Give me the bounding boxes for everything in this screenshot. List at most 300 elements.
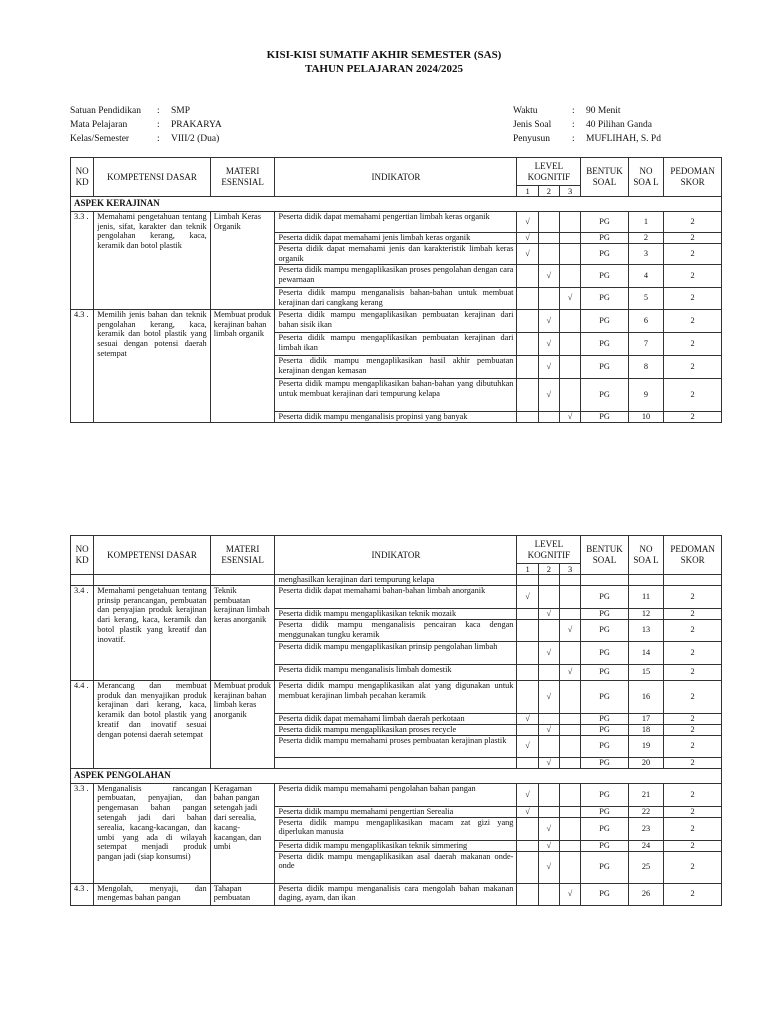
indikator-text: Peserta didik mampu mengaplikasikan proses pengolahan dengan cara pewarnaan (275, 264, 517, 287)
nomor-soal: 26 (628, 883, 663, 905)
col-header-bentuk-soal: BENTUK SOAL (581, 536, 629, 575)
level-2-cell (538, 243, 559, 264)
level-1-cell (517, 724, 538, 735)
kd-number: 4.4 . (71, 680, 94, 768)
nomor-soal: 17 (628, 713, 663, 724)
indikator-text (275, 757, 517, 768)
level-3-cell (559, 211, 580, 232)
aspect-title: ASPEK KERAJINAN (71, 197, 722, 212)
empty-cell (210, 575, 275, 586)
level-1-cell (517, 355, 538, 378)
empty-cell (538, 575, 559, 586)
nomor-soal: 25 (628, 851, 663, 883)
level-2-cell (538, 680, 559, 713)
nomor-soal: 9 (628, 378, 663, 411)
indikator-text: Peserta didik mampu mengaplikasikan prinsip pengolahan limbah (275, 641, 517, 664)
bentuk-soal: PG (581, 817, 629, 840)
check-mark: √ (525, 741, 530, 751)
pedoman-skor: 2 (664, 817, 722, 840)
col-header-level-kognitif: LEVEL KOGNITIF (517, 536, 581, 564)
level-1-cell (517, 806, 538, 817)
level-3-cell (559, 664, 580, 680)
level-2-cell (538, 211, 559, 232)
level-2-cell (538, 332, 559, 355)
level-1-cell (517, 851, 538, 883)
kompetensi-dasar-text: Merancang dan membuat produk dan menyajikan produk kerajinan dari kerang, kaca, keramik dan botol plastik yang kreatif dan inovatif sesuai dengan potensi daerah setempat (94, 680, 210, 768)
col-header-kompetensi-dasar: KOMPETENSI DASAR (94, 536, 210, 575)
pedoman-skor: 2 (664, 608, 722, 619)
indikator-text: Peserta didik mampu mengaplikasikan pembuatan kerajinan dari bahan sisik ikan (275, 309, 517, 332)
level-3-cell (559, 735, 580, 757)
check-mark: √ (546, 823, 552, 833)
check-mark: √ (567, 889, 573, 899)
meta-value: MUFLIHAH, S. Pd (586, 134, 661, 144)
level-2-cell (538, 735, 559, 757)
bentuk-soal: PG (581, 883, 629, 905)
meta-colon: : (157, 120, 160, 130)
meta-row (513, 118, 661, 132)
level-3-cell (559, 840, 580, 851)
bentuk-soal: PG (581, 713, 629, 724)
bentuk-soal: PG (581, 735, 629, 757)
table-row (71, 783, 722, 806)
meta-row (513, 104, 661, 118)
bentuk-soal: PG (581, 840, 629, 851)
kd-number: 3.4 . (71, 585, 94, 680)
check-mark: √ (546, 862, 552, 872)
nomor-soal: 21 (628, 783, 663, 806)
aspect-row (71, 768, 722, 783)
nomor-soal: 22 (628, 806, 663, 817)
pedoman-skor: 2 (664, 664, 722, 680)
table-row (71, 883, 722, 905)
check-mark: √ (525, 713, 530, 723)
indikator-text: Peserta didik dapat memahami pengertian limbah keras organik (275, 211, 517, 232)
nomor-soal: 2 (628, 232, 663, 243)
level-3-cell (559, 411, 580, 422)
level-2-cell (538, 664, 559, 680)
empty-cell (559, 575, 580, 586)
bentuk-soal: PG (581, 332, 629, 355)
level-1-cell (517, 608, 538, 619)
col-header-level-1: 1 (517, 564, 538, 575)
pedoman-skor: 2 (664, 713, 722, 724)
pedoman-skor: 2 (664, 355, 722, 378)
nomor-soal: 1 (628, 211, 663, 232)
indikator-text: Peserta didik mampu mengaplikasikan proses recycle (275, 724, 517, 735)
level-3-cell (559, 783, 580, 806)
indikator-text: Peserta didik mampu menganalisis pencairan kaca dengan menggunakan tungku keramik (275, 619, 517, 641)
level-1-cell (517, 332, 538, 355)
col-header-kompetensi-dasar: KOMPETENSI DASAR (94, 158, 210, 197)
level-2-cell (538, 783, 559, 806)
bentuk-soal: PG (581, 664, 629, 680)
level-1-cell (517, 619, 538, 641)
pedoman-skor: 2 (664, 332, 722, 355)
col-header-level-2: 2 (538, 564, 559, 575)
indikator-text: Peserta didik mampu mengaplikasikan teknik mozaik (275, 608, 517, 619)
check-mark: √ (546, 338, 552, 348)
level-2-cell (538, 724, 559, 735)
meta-label: Kelas/Semester (70, 134, 130, 144)
nomor-soal: 4 (628, 264, 663, 287)
pedoman-skor: 2 (664, 287, 722, 309)
level-1-cell (517, 243, 538, 264)
empty-cell (664, 575, 722, 586)
check-mark: √ (525, 232, 530, 242)
bentuk-soal: PG (581, 783, 629, 806)
bentuk-soal: PG (581, 378, 629, 411)
meta-value: SMP (171, 106, 191, 116)
pedoman-skor: 2 (664, 724, 722, 735)
meta-right (513, 104, 661, 146)
indikator-text: Peserta didik mampu mengaplikasikan teknik simmering (275, 840, 517, 851)
kd-number: 4.3 . (71, 309, 94, 422)
kompetensi-dasar-text: Menganalisis rancangan pembuatan, penyajian, dan pengemasan bahan pangan setengah jadi dari bahan serealia, kacang-kacangan, dan umbi yang ada di wilayah setempat menjadi produk pangan jadi (siap konsumsi) (94, 783, 210, 883)
pedoman-skor: 2 (664, 806, 722, 817)
level-1-cell (517, 264, 538, 287)
level-2-cell (538, 232, 559, 243)
meta-value: PRAKARYA (171, 120, 222, 130)
level-2-cell (538, 264, 559, 287)
level-2-cell (538, 411, 559, 422)
col-header-level-kognitif: LEVEL KOGNITIF (517, 158, 581, 186)
level-1-cell (517, 817, 538, 840)
level-2-cell (538, 355, 559, 378)
check-mark: √ (546, 389, 552, 399)
kisi-kisi-table-page-2 (70, 535, 722, 906)
table-row (71, 309, 722, 332)
level-3-cell (559, 585, 580, 608)
level-1-cell (517, 757, 538, 768)
nomor-soal: 16 (628, 680, 663, 713)
pedoman-skor: 2 (664, 757, 722, 768)
meta-colon: : (572, 106, 575, 116)
pedoman-skor: 2 (664, 619, 722, 641)
check-mark: √ (525, 789, 530, 799)
meta-value: VIII/2 (Dua) (171, 134, 220, 144)
materi-esensial-text: Keragaman bahan pangan setengah jadi dari serealia, kacang-kacangan, dan umbi (210, 783, 275, 883)
kd-number: 4.3 . (71, 883, 94, 905)
meta-label: Jenis Soal (513, 120, 552, 130)
check-mark: √ (546, 724, 552, 734)
kd-number: 3.3 . (71, 783, 94, 883)
nomor-soal: 13 (628, 619, 663, 641)
level-1-cell (517, 735, 538, 757)
empty-cell (581, 575, 629, 586)
meta-colon: : (572, 120, 575, 130)
level-3-cell (559, 680, 580, 713)
meta-label: Waktu (513, 106, 538, 116)
nomor-soal: 24 (628, 840, 663, 851)
check-mark: √ (546, 270, 552, 280)
bentuk-soal: PG (581, 851, 629, 883)
level-3-cell (559, 332, 580, 355)
pedoman-skor: 2 (664, 641, 722, 664)
level-1-cell (517, 309, 538, 332)
level-2-cell (538, 585, 559, 608)
level-2-cell (538, 883, 559, 905)
check-mark: √ (525, 806, 530, 816)
meta-colon: : (572, 134, 575, 144)
meta-row (513, 132, 661, 146)
check-mark: √ (525, 248, 530, 258)
level-3-cell (559, 287, 580, 309)
meta-label: Mata Pelajaran (70, 120, 128, 130)
col-header-no-kd: NO KD (71, 536, 94, 575)
col-header-no-soal: NO SOA L (628, 158, 663, 197)
nomor-soal: 19 (628, 735, 663, 757)
bentuk-soal: PG (581, 211, 629, 232)
check-mark: √ (567, 411, 573, 421)
indikator-text: Peserta didik mampu memahami proses pembuatan kerajinan plastik (275, 735, 517, 757)
kompetensi-dasar-text: Memahami pengetahuan tentang jenis, sifat, karakter dan teknik pengolahan kerang, kaca, keramik dan botol plastik (94, 211, 210, 309)
level-3-cell (559, 309, 580, 332)
bentuk-soal: PG (581, 680, 629, 713)
col-header-level-3: 3 (559, 186, 580, 197)
pedoman-skor: 2 (664, 243, 722, 264)
check-mark: √ (546, 647, 552, 657)
bentuk-soal: PG (581, 724, 629, 735)
meta-row (70, 118, 222, 132)
pedoman-skor: 2 (664, 309, 722, 332)
materi-esensial-text: Limbah Keras Organik (210, 211, 275, 309)
level-3-cell (559, 883, 580, 905)
level-2-cell (538, 851, 559, 883)
check-mark: √ (546, 691, 552, 701)
level-2-cell (538, 287, 559, 309)
level-2-cell (538, 641, 559, 664)
check-mark: √ (567, 293, 573, 303)
indikator-text: Peserta didik mampu mengaplikasikan asal daerah makanan onde-onde (275, 851, 517, 883)
indikator-text: Peserta didik dapat memahami jenis limbah keras organik (275, 232, 517, 243)
check-mark: √ (546, 315, 552, 325)
aspect-row (71, 197, 722, 212)
bentuk-soal: PG (581, 757, 629, 768)
nomor-soal: 7 (628, 332, 663, 355)
pedoman-skor: 2 (664, 840, 722, 851)
nomor-soal: 5 (628, 287, 663, 309)
bentuk-soal: PG (581, 806, 629, 817)
table-row (71, 585, 722, 608)
indikator-text: Peserta didik mampu mengaplikasikan bahan-bahan yang dibutuhkan untuk membuat kerajinan dari tempurung kelapa (275, 378, 517, 411)
pedoman-skor: 2 (664, 680, 722, 713)
pedoman-skor: 2 (664, 232, 722, 243)
level-3-cell (559, 355, 580, 378)
pedoman-skor: 2 (664, 783, 722, 806)
col-header-pedoman-skor: PEDOMAN SKOR (664, 536, 722, 575)
level-1-cell (517, 664, 538, 680)
level-1-cell (517, 585, 538, 608)
check-mark: √ (567, 625, 573, 635)
level-1-cell (517, 232, 538, 243)
materi-esensial-text: Tahapan pembuatan (210, 883, 275, 905)
meta-left (70, 104, 222, 146)
level-1-cell (517, 411, 538, 422)
indikator-text: Peserta didik mampu menganalisis cara mengolah bahan makanan daging, ayam, dan ikan (275, 883, 517, 905)
pedoman-skor: 2 (664, 851, 722, 883)
level-2-cell (538, 817, 559, 840)
level-1-cell (517, 641, 538, 664)
level-3-cell (559, 851, 580, 883)
indikator-text: Peserta didik mampu mengaplikasikan alat yang digunakan untuk membuat kerajinan limbah pecahan keramik (275, 680, 517, 713)
nomor-soal: 20 (628, 757, 663, 768)
indikator-text: Peserta didik mampu memahami pengertian Serealia (275, 806, 517, 817)
indikator-text: Peserta didik mampu menganalisis propinsi yang banyak (275, 411, 517, 422)
nomor-soal: 8 (628, 355, 663, 378)
indikator-text: Peserta didik dapat memahami limbah daerah perkotaan (275, 713, 517, 724)
meta-colon: : (157, 106, 160, 116)
col-header-materi-esensial: MATERI ESENSIAL (210, 158, 275, 197)
col-header-bentuk-soal: BENTUK SOAL (581, 158, 629, 197)
level-3-cell (559, 264, 580, 287)
pedoman-skor: 2 (664, 411, 722, 422)
check-mark: √ (546, 840, 552, 850)
bentuk-soal: PG (581, 243, 629, 264)
materi-esensial-text: Teknik pembuatan kerajinan limbah keras anorganik (210, 585, 275, 680)
kompetensi-dasar-text: Mengolah, menyaji, dan mengemas bahan pangan (94, 883, 210, 905)
kisi-kisi-table-page-1 (70, 157, 722, 423)
bentuk-soal: PG (581, 287, 629, 309)
table-row (71, 211, 722, 232)
col-header-pedoman-skor: PEDOMAN SKOR (664, 158, 722, 197)
kompetensi-dasar-text: Memilih jenis bahan dan teknik pengolahan kerang, kaca, keramik dan botol plastik yang sesuai dengan potensi daerah setempat (94, 309, 210, 422)
kd-number: 3.3 . (71, 211, 94, 309)
bentuk-soal: PG (581, 619, 629, 641)
level-1-cell (517, 378, 538, 411)
level-3-cell (559, 641, 580, 664)
col-header-level-1: 1 (517, 186, 538, 197)
check-mark: √ (546, 757, 552, 767)
meta-colon: : (157, 134, 160, 144)
check-mark: √ (525, 591, 530, 601)
bentuk-soal: PG (581, 641, 629, 664)
meta-label: Penyusun (513, 134, 550, 144)
indikator-text: Peserta didik mampu menganalisis limbah domestik (275, 664, 517, 680)
check-mark: √ (546, 361, 552, 371)
empty-cell (94, 575, 210, 586)
bentuk-soal: PG (581, 411, 629, 422)
level-1-cell (517, 211, 538, 232)
indikator-text: Peserta didik dapat memahami jenis dan karakteristik limbah keras organik (275, 243, 517, 264)
col-header-no-soal: NO SOA L (628, 536, 663, 575)
meta-row (70, 104, 222, 118)
level-2-cell (538, 840, 559, 851)
level-3-cell (559, 608, 580, 619)
document-subtitle: TAHUN PELAJARAN 2024/2025 (304, 63, 464, 75)
nomor-soal: 14 (628, 641, 663, 664)
bentuk-soal: PG (581, 608, 629, 619)
col-header-level-2: 2 (538, 186, 559, 197)
indikator-text: Peserta didik mampu menganalisis bahan-bahan untuk membuat kerajinan dari cangkang kerang (275, 287, 517, 309)
level-1-cell (517, 287, 538, 309)
level-1-cell (517, 680, 538, 713)
bentuk-soal: PG (581, 355, 629, 378)
empty-cell (628, 575, 663, 586)
indikator-text: Peserta didik mampu memahami pengolahan bahan pangan (275, 783, 517, 806)
nomor-soal: 23 (628, 817, 663, 840)
pedoman-skor: 2 (664, 735, 722, 757)
nomor-soal: 3 (628, 243, 663, 264)
level-2-cell (538, 757, 559, 768)
level-1-cell (517, 840, 538, 851)
empty-cell (517, 575, 538, 586)
meta-value: 90 Menit (586, 106, 621, 116)
header-row (71, 158, 722, 186)
level-3-cell (559, 243, 580, 264)
check-mark: √ (525, 216, 530, 226)
level-1-cell (517, 783, 538, 806)
nomor-soal: 12 (628, 608, 663, 619)
kompetensi-dasar-text: Memahami pengetahuan tentang prinsip perancangan, pembuatan dan penyajian produk kerajinan dari kerang, kaca, keramik dan botol plastik yang kreatif dan inovatif. (94, 585, 210, 680)
level-1-cell (517, 713, 538, 724)
document-title: KISI-KISI SUMATIF AKHIR SEMESTER (SAS) (266, 49, 502, 61)
meta-label: Satuan Pendidikan (70, 106, 141, 116)
header-row (71, 536, 722, 564)
aspect-title: ASPEK PENGOLAHAN (71, 768, 722, 783)
nomor-soal: 11 (628, 585, 663, 608)
level-3-cell (559, 817, 580, 840)
meta-value: 40 Pilihan Ganda (586, 120, 652, 130)
indikator-continuation: menghasilkan kerajinan dari tempurung kelapa (275, 575, 517, 586)
check-mark: √ (567, 667, 573, 677)
materi-esensial-text: Membuat produk kerajinan bahan limbah organik (210, 309, 275, 422)
nomor-soal: 15 (628, 664, 663, 680)
level-2-cell (538, 309, 559, 332)
level-2-cell (538, 378, 559, 411)
bentuk-soal: PG (581, 585, 629, 608)
level-2-cell (538, 619, 559, 641)
indikator-text: Peserta didik dapat memahami bahan-bahan limbah anorganik (275, 585, 517, 608)
bentuk-soal: PG (581, 264, 629, 287)
col-header-indikator: INDIKATOR (275, 536, 517, 575)
level-3-cell (559, 757, 580, 768)
nomor-soal: 6 (628, 309, 663, 332)
level-3-cell (559, 806, 580, 817)
level-2-cell (538, 608, 559, 619)
pedoman-skor: 2 (664, 883, 722, 905)
indikator-text: Peserta didik mampu mengaplikasikan hasil akhir pembuatan kerajinan dengan kemasan (275, 355, 517, 378)
bentuk-soal: PG (581, 309, 629, 332)
indikator-text: Peserta didik mampu mengaplikasikan pembuatan kerajinan dari limbah ikan (275, 332, 517, 355)
level-3-cell (559, 378, 580, 411)
level-3-cell (559, 713, 580, 724)
materi-esensial-text: Membuat produk kerajinan bahan limbah keras anorganik (210, 680, 275, 768)
level-3-cell (559, 724, 580, 735)
level-2-cell (538, 806, 559, 817)
col-header-materi-esensial: MATERI ESENSIAL (210, 536, 275, 575)
continuation-row (71, 575, 722, 586)
pedoman-skor: 2 (664, 211, 722, 232)
empty-cell (71, 575, 94, 586)
pedoman-skor: 2 (664, 378, 722, 411)
pedoman-skor: 2 (664, 585, 722, 608)
meta-row (70, 132, 222, 146)
nomor-soal: 10 (628, 411, 663, 422)
col-header-indikator: INDIKATOR (275, 158, 517, 197)
level-3-cell (559, 619, 580, 641)
level-3-cell (559, 232, 580, 243)
level-1-cell (517, 883, 538, 905)
table-row (71, 680, 722, 713)
check-mark: √ (546, 608, 552, 618)
bentuk-soal: PG (581, 232, 629, 243)
pedoman-skor: 2 (664, 264, 722, 287)
indikator-text: Peserta didik mampu mengaplikasikan macam zat gizi yang diperlukan manusia (275, 817, 517, 840)
nomor-soal: 18 (628, 724, 663, 735)
col-header-level-3: 3 (559, 564, 580, 575)
col-header-no-kd: NO KD (71, 158, 94, 197)
